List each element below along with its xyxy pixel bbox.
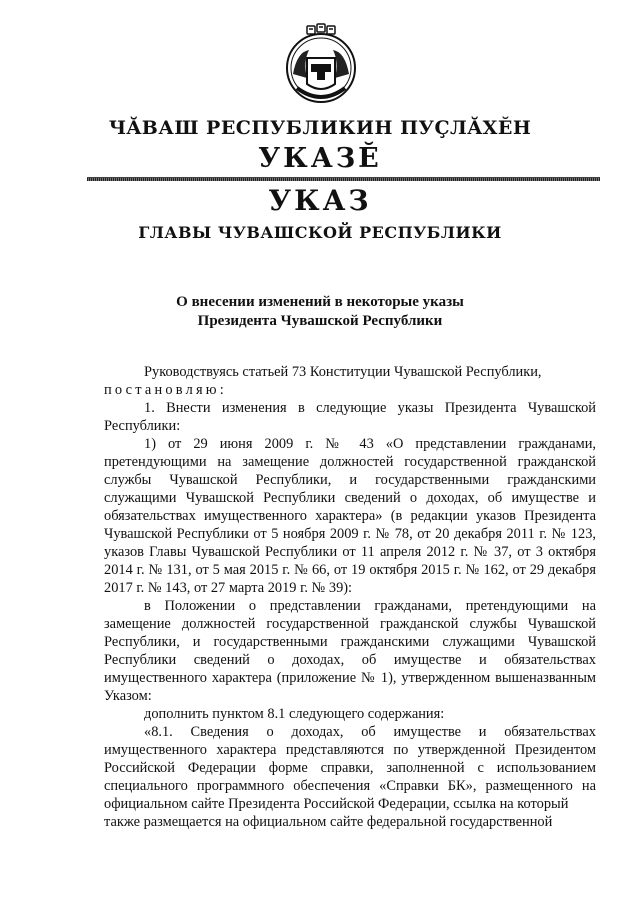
header-divider bbox=[87, 177, 600, 181]
chuvash-header-line: ЧĂВАШ РЕСПУБЛИКИН ПУÇЛĂХĔН bbox=[108, 117, 532, 139]
chuvash-decree-title: УКАЗĔ bbox=[258, 143, 382, 174]
body-paragraph-addition: дополнить пунктом 8.1 следующего содержания: bbox=[144, 706, 445, 722]
body-paragraph-preamble: Руководствуясь статьей 73 Конституции Чувашской Республики, bbox=[144, 364, 542, 380]
subject-line-1: О внесении изменений в некоторые указы bbox=[176, 294, 464, 310]
body-paragraph-item-1: 1. Внести изменения в следующие указы Президента Чувашской Республики: bbox=[104, 400, 596, 434]
decree-subtitle: ГЛАВЫ ЧУВАШСКОЙ РЕСПУБЛИКИ bbox=[138, 223, 502, 242]
body-decree-word: постановляю: bbox=[104, 382, 227, 398]
coat-of-arms-emblem bbox=[283, 22, 359, 108]
body-paragraph-last-line: также размещается на официальном сайте федеральной государственной bbox=[104, 814, 553, 830]
subject-line-2: Президента Чувашской Республики bbox=[197, 313, 443, 329]
decree-subject bbox=[0, 293, 640, 331]
decree-title: УКАЗ bbox=[268, 184, 372, 217]
decree-body bbox=[104, 363, 596, 831]
body-paragraph-clause-8-1: «8.1. Сведения о доходах, об имуществе и обязательствах имущественного характера представляются по утвержденной Президентом Российской Федерации форме справки, заполненной с использованием специального программного обеспечения «Справки БК», размещенного на официальном сайте Президента Российской Федерации, ссылка на который bbox=[104, 724, 596, 812]
body-paragraph-subitem-1: 1) от 29 июня 2009 г. № 43 «О представлении гражданами, претендующими на замещение должностей государственной гражданской службы Чувашской Республики, и государственными гражданскими служащими Чувашской Республики сведений о доходах, об имуществе и обязательствах имущественного характера» (в редакции указов Президента Чувашской Республики от 5 ноября 2009 г. № 78, от 20 декабря 2011 г. № 123, указов Главы Чувашской Республики от 11 апреля 2012 г. № 37, от 3 октября 2014 г. № 131, от 5 мая 2015 г. № 66, от 19 октября 2015 г. № 162, от 29 декабря 2017 г. № 143, от 27 марта 2019 г. № 39): bbox=[104, 436, 596, 596]
body-paragraph-regulation: в Положении о представлении гражданами, претендующими на замещение должностей государственной гражданской службы Чувашской Республики, и государственными гражданскими служащими Чувашской Республики сведений о доходах, об имуществе и обязательствах имущественного характера (приложение № 1), утвержденном вышеназванным Указом: bbox=[104, 598, 596, 704]
